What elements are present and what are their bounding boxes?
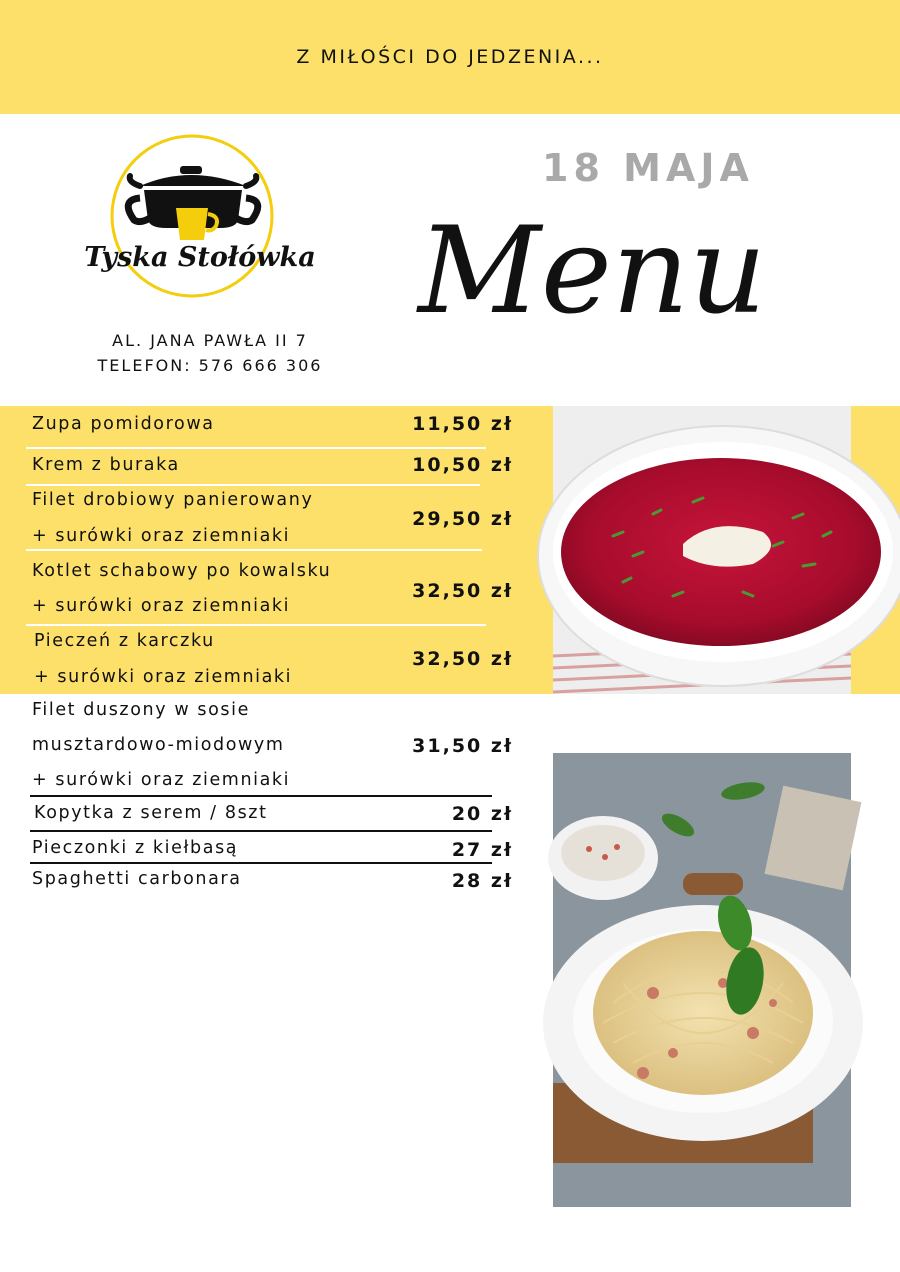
tagline: Z MIŁOŚCI DO JEDZENIA... <box>296 46 604 68</box>
menu-item-price: 27 zł <box>451 839 513 861</box>
menu-item-name: Krem z buraka <box>32 455 180 475</box>
menu-item-price: 29,50 zł <box>412 508 513 530</box>
menu-item-price: 32,50 zł <box>412 580 513 602</box>
divider <box>30 830 492 832</box>
menu-item-name: Spaghetti carbonara <box>32 869 242 889</box>
menu-item-name: Filet drobiowy panierowany <box>32 490 314 510</box>
menu-item-name: Pieczonki z kiełbasą <box>32 838 239 858</box>
divider <box>30 795 492 797</box>
menu-item-price: 32,50 zł <box>412 648 513 670</box>
menu-item-name: Zupa pomidorowa <box>32 414 215 434</box>
divider <box>26 484 480 486</box>
menu-item-name: Kopytka z serem / 8szt <box>34 803 268 823</box>
divider <box>26 447 486 449</box>
menu-item-price: 10,50 zł <box>412 454 513 476</box>
menu-date: 18 MAJA <box>542 146 754 190</box>
menu-item-name: Pieczeń z karczku <box>34 631 215 651</box>
divider <box>26 549 482 551</box>
address: AL. JANA PAWŁA II 7 <box>112 331 308 350</box>
phone: TELEFON: 576 666 306 <box>97 356 323 375</box>
menu-item-name-line: + surówki oraz ziemniaki <box>32 770 291 790</box>
menu-item-name-line: musztardowo-miodowym <box>32 735 285 755</box>
menu-item-name-line: + surówki oraz ziemniaki <box>32 596 291 616</box>
pot-and-cup-logo <box>100 128 320 318</box>
spaghetti-carbonara-photo <box>553 753 851 1207</box>
beet-soup-photo <box>553 406 851 694</box>
menu-item-name: Kotlet schabowy po kowalsku <box>32 561 332 581</box>
menu-item-price: 31,50 zł <box>412 735 513 757</box>
menu-item-price: 11,50 zł <box>412 413 513 435</box>
menu-item-name-line: + surówki oraz ziemniaki <box>34 667 293 687</box>
brand-name: Tyska Stołówka <box>84 242 316 273</box>
divider <box>30 862 492 864</box>
menu-item-name: Filet duszony w sosie <box>32 700 250 720</box>
menu-item-price: 28 zł <box>451 870 513 892</box>
menu-item-name-line: + surówki oraz ziemniaki <box>32 526 291 546</box>
menu-title-text: Menu <box>418 202 767 341</box>
divider <box>26 624 486 626</box>
menu-title <box>410 200 767 380</box>
menu-item-price: 20 zł <box>451 803 513 825</box>
